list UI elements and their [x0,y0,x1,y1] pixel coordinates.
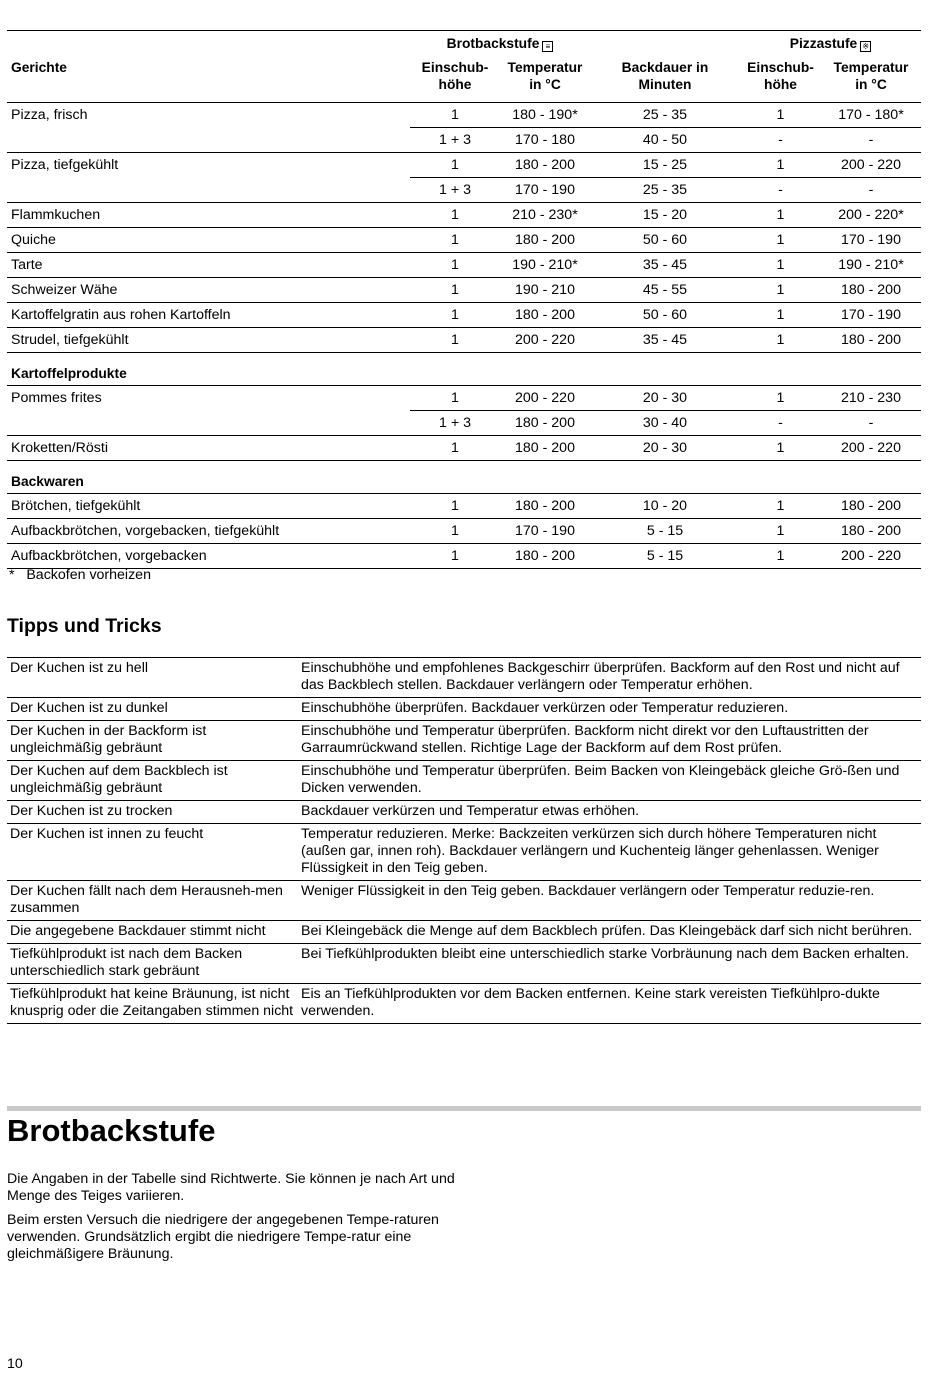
value-cell: 200 - 220 [500,386,590,411]
baking-table [7,30,921,569]
tip-problem: Tiefkühlprodukt hat keine Bräunung, ist nicht knusprig oder die Zeitangaben stimmen nicht [7,984,298,1024]
tip-problem: Die angegebene Backdauer stimmt nicht [7,921,298,944]
dish-cell [7,128,410,153]
value-cell: 180 - 200 [821,278,921,303]
value-cell: 180 - 200 [821,494,921,519]
dish-cell: Quiche [7,228,410,253]
footnote: * Backofen vorheizen [9,567,151,583]
col-header-gerichte: Gerichte [11,60,67,75]
table-row [7,103,921,128]
tip-row [7,721,921,761]
tip-row [7,984,921,1024]
value-cell: 200 - 220* [821,203,921,228]
table-row [7,494,921,519]
value-cell: 50 - 60 [590,303,740,328]
section-backwaren: Backwaren [7,461,921,494]
tip-row [7,658,921,698]
value-cell: 1 [410,519,500,544]
value-cell: 1 + 3 [410,411,500,436]
value-cell: 210 - 230 [821,386,921,411]
value-cell: 1 [740,153,821,178]
value-cell: - [821,178,921,203]
value-cell: 20 - 30 [590,436,740,461]
tips-table [7,657,921,1024]
value-cell: 1 [740,544,821,569]
table-row [7,303,921,328]
header-blank [7,31,410,58]
group-header-pizzastufe [740,31,921,58]
tip-problem: Der Kuchen fällt nach dem Herausneh-men zusammen [7,881,298,921]
value-cell: 1 + 3 [410,128,500,153]
value-cell: 210 - 230* [500,203,590,228]
value-cell: 50 - 60 [590,228,740,253]
value-cell: 180 - 200 [821,328,921,353]
value-cell: 1 [410,153,500,178]
dish-cell: Aufbackbrötchen, vorgebacken, tiefgekühlt [7,519,410,544]
rows-kartoffel [7,386,921,461]
value-cell: 30 - 40 [590,411,740,436]
tips-rows [7,658,921,1024]
value-cell: 180 - 200 [500,228,590,253]
col-header-einschub-brot: Einschub- höhe [421,60,489,92]
rows-backwaren [7,494,921,569]
value-cell: 15 - 25 [590,153,740,178]
value-cell: 1 [740,203,821,228]
col-header-temp-pizza: Temperatur in °C [833,60,909,92]
header-blank [590,31,740,58]
value-cell: 1 [410,228,500,253]
pizza-oven-icon: ※ [860,41,871,52]
value-cell: 1 + 3 [410,178,500,203]
value-cell: 180 - 200 [500,153,590,178]
section-title: Brotbackstufe [7,1113,216,1148]
value-cell: 180 - 200 [500,494,590,519]
tip-row [7,881,921,921]
col-header-temp-brot: Temperatur in °C [507,60,583,92]
dish-cell: Kroketten/Rösti [7,436,410,461]
tips-heading: Tipps und Tricks [7,615,162,637]
value-cell: 1 [410,436,500,461]
tip-solution: Einschubhöhe und Temperatur überprüfen. Backform nicht direkt vor den Luftaustritten der Garraumrückwand stellen. Richtige Lage der Backform auf dem Rost prüfen. [298,721,921,761]
value-cell: - [740,128,821,153]
dish-cell: Pizza, frisch [7,103,410,128]
value-cell: 1 [740,436,821,461]
table-row [7,203,921,228]
value-cell: 180 - 200 [500,436,590,461]
rows-main [7,103,921,353]
value-cell: 10 - 20 [590,494,740,519]
value-cell: 1 [740,253,821,278]
table-row [7,228,921,253]
value-cell: 20 - 30 [590,386,740,411]
value-cell: 180 - 200 [500,544,590,569]
value-cell: 1 [740,328,821,353]
value-cell: 1 [410,278,500,303]
value-cell: 25 - 35 [590,103,740,128]
value-cell: 1 [410,494,500,519]
tip-row [7,824,921,881]
value-cell: 1 [740,519,821,544]
tip-solution: Einschubhöhe überprüfen. Backdauer verkürzen oder Temperatur reduzieren. [298,698,921,721]
tip-problem: Der Kuchen ist zu dunkel [7,698,298,721]
value-cell: 1 [410,303,500,328]
dish-cell: Pizza, tiefgekühlt [7,153,410,178]
tip-row [7,921,921,944]
value-cell: - [821,411,921,436]
dish-cell [7,411,410,436]
tip-solution: Eis an Tiefkühlprodukten vor dem Backen entfernen. Keine stark vereisten Tiefkühlpro-dukte verwenden. [298,984,921,1024]
dish-cell: Tarte [7,253,410,278]
value-cell: 180 - 190* [500,103,590,128]
table-row [7,411,921,436]
value-cell: - [740,178,821,203]
value-cell: 190 - 210* [500,253,590,278]
value-cell: 15 - 20 [590,203,740,228]
dish-cell: Aufbackbrötchen, vorgebacken [7,544,410,569]
value-cell: 1 [740,303,821,328]
tip-row [7,761,921,801]
value-cell: 170 - 180 [500,128,590,153]
bread-oven-icon: ≡ [542,41,553,52]
tip-problem: Der Kuchen auf dem Backblech ist ungleichmäßig gebräunt [7,761,298,801]
value-cell: 170 - 180* [821,103,921,128]
value-cell: 1 [410,103,500,128]
value-cell: 5 - 15 [590,519,740,544]
tip-solution: Weniger Flüssigkeit in den Teig geben. Backdauer verlängern oder Temperatur reduzie-ren. [298,881,921,921]
tip-problem: Der Kuchen ist innen zu feucht [7,824,298,881]
table-row [7,178,921,203]
value-cell: 170 - 190 [500,178,590,203]
tip-row [7,801,921,824]
group-label-pizza: Pizzastufe [789,36,858,51]
tip-solution: Bei Kleingebäck die Menge auf dem Backblech prüfen. Das Kleingebäck darf sich nicht berühren. [298,921,921,944]
table-row [7,328,921,353]
value-cell: 1 [740,228,821,253]
tip-solution: Einschubhöhe und empfohlenes Backgeschirr überprüfen. Backform auf den Rost und nicht auf das Backblech stellen. Backdauer verlängern oder Temperatur erhöhen. [298,658,921,698]
value-cell: 180 - 200 [500,303,590,328]
value-cell: 200 - 220 [821,436,921,461]
table-row [7,519,921,544]
value-cell: 190 - 210 [500,278,590,303]
section-divider [7,1106,921,1111]
tip-solution: Backdauer verkürzen und Temperatur etwas erhöhen. [298,801,921,824]
tip-problem: Tiefkühlprodukt ist nach dem Backen unterschiedlich stark gebräunt [7,944,298,984]
value-cell: 35 - 45 [590,328,740,353]
table-row [7,253,921,278]
value-cell: 170 - 190 [821,228,921,253]
value-cell: 1 [410,544,500,569]
value-cell: 200 - 220 [500,328,590,353]
value-cell: 200 - 220 [821,544,921,569]
value-cell: 45 - 55 [590,278,740,303]
value-cell: 1 [740,494,821,519]
value-cell: 35 - 45 [590,253,740,278]
tip-solution: Einschubhöhe und Temperatur überprüfen. Beim Backen von Kleingebäck gleiche Grö-ßen und Dicken verwenden. [298,761,921,801]
value-cell: 1 [410,328,500,353]
col-header-einschub-pizza: Einschub- höhe [747,60,814,92]
dish-cell: Pommes frites [7,386,410,411]
value-cell: - [821,128,921,153]
value-cell: 1 [740,103,821,128]
dish-cell: Schweizer Wähe [7,278,410,303]
table-row [7,386,921,411]
tip-row [7,698,921,721]
value-cell: 1 [410,386,500,411]
dish-cell: Flammkuchen [7,203,410,228]
section-kartoffelprodukte: Kartoffelprodukte [7,353,921,386]
tip-row [7,944,921,984]
value-cell: 25 - 35 [590,178,740,203]
dish-cell [7,178,410,203]
dish-cell: Brötchen, tiefgekühlt [7,494,410,519]
tip-solution: Temperatur reduzieren. Merke: Backzeiten verkürzen sich durch höhere Temperaturen nicht (außen gar, innen roh). Backdauer verlängern und Kuchenteig länger gehenlassen. Weniger Flüssigkeit in den Teig geben. [298,824,921,881]
value-cell: 200 - 220 [821,153,921,178]
value-cell: 180 - 200 [821,519,921,544]
page-number: 10 [7,1356,23,1372]
table-row [7,128,921,153]
value-cell: - [740,411,821,436]
value-cell: 190 - 210* [821,253,921,278]
table-row [7,436,921,461]
tip-solution: Bei Tiefkühlprodukten bleibt eine unterschiedlich starke Vorbräunung nach dem Backen erhalten. [298,944,921,984]
table-row [7,278,921,303]
group-header-brotbackstufe [410,31,590,58]
value-cell: 180 - 200 [500,411,590,436]
tip-problem: Der Kuchen in der Backform ist ungleichmäßig gebräunt [7,721,298,761]
value-cell: 40 - 50 [590,128,740,153]
value-cell: 5 - 15 [590,544,740,569]
value-cell: 170 - 190 [500,519,590,544]
value-cell: 1 [740,386,821,411]
section-paragraph-1: Die Angaben in der Tabelle sind Richtwerte. Sie können je nach Art und Menge des Teiges variieren. [7,1171,455,1204]
value-cell: 170 - 190 [821,303,921,328]
tip-problem: Der Kuchen ist zu hell [7,658,298,698]
tip-problem: Der Kuchen ist zu trocken [7,801,298,824]
value-cell: 1 [740,278,821,303]
value-cell: 1 [410,253,500,278]
group-label-brot: Brotbackstufe [446,36,540,51]
table-row [7,544,921,569]
value-cell: 1 [410,203,500,228]
dish-cell: Kartoffelgratin aus rohen Kartoffeln [7,303,410,328]
table-row [7,153,921,178]
dish-cell: Strudel, tiefgekühlt [7,328,410,353]
section-paragraph-2: Beim ersten Versuch die niedrigere der angegebenen Tempe-raturen verwenden. Grundsätzlich ergibt die niedrigere Tempe-ratur eine gleichmäßigere Bräunung. [7,1212,439,1262]
col-header-backdauer: Backdauer in Minuten [621,60,709,92]
